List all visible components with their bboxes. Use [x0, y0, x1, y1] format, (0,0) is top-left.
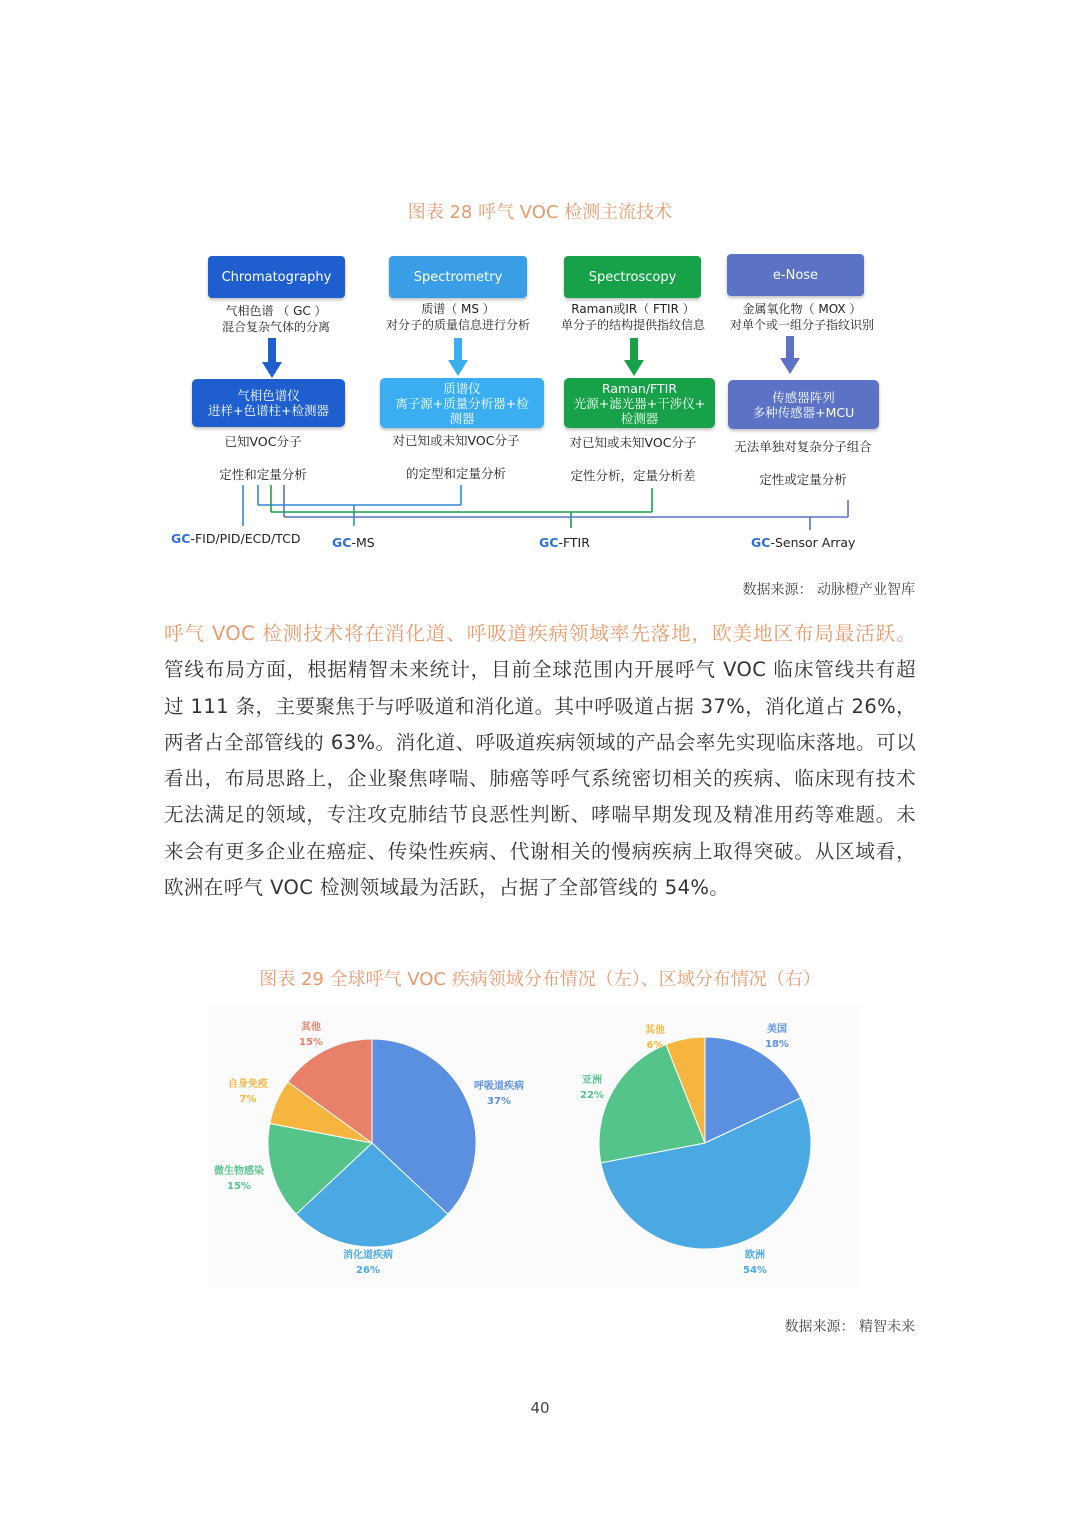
instrument-line: Raman/FTIR	[601, 380, 678, 396]
instrument-note: 对已知或未知VOC分子	[392, 433, 520, 448]
instrument-line: 传感器阵列	[772, 389, 835, 405]
tech-box-spectrometry: Spectrometry	[389, 256, 527, 298]
slice-pct: 15%	[299, 1037, 323, 1048]
instrument-line: 离子源+质量分析器+检	[395, 395, 529, 411]
instrument-line: 质谱仪	[443, 380, 481, 396]
instrument-line: 气相色谱仪	[237, 388, 300, 403]
slice-label: 呼吸道疾病	[474, 1081, 524, 1092]
tech-sub-line-2: 对分子的质量信息进行分析	[385, 318, 530, 332]
combo-prefix: GC	[171, 531, 191, 546]
pie-label-respiratory	[474, 1079, 524, 1109]
figure-28-title: 图表 28 呼气 VOC 检测主流技术	[407, 202, 673, 223]
tech-box-spectroscopy: Spectroscopy	[564, 256, 701, 298]
slice-pct: 18%	[765, 1039, 789, 1050]
combo-prefix: GC	[751, 535, 771, 550]
pie-label-digestive	[343, 1248, 393, 1278]
instrument-line: 多种传感器+MCU	[752, 404, 855, 420]
pie-label-other	[299, 1020, 323, 1050]
instrument-note: 定性和定量分析	[219, 467, 307, 482]
tech-sub-line-2: 混合复杂气体的分离	[221, 320, 330, 334]
tech-box-enose: e-Nose	[727, 254, 864, 296]
combo-suffix: -FID/PID/ECD/TCD	[190, 531, 301, 546]
slice-label: 自身免疫	[228, 1079, 268, 1090]
instrument-note: 已知VOC分子	[224, 434, 302, 449]
instrument-line: 光源+滤光器+干涉仪+	[573, 395, 706, 411]
combo-prefix: GC	[539, 535, 559, 550]
instrument-line: 检测器	[620, 410, 659, 426]
slice-label: 美国	[766, 1024, 787, 1035]
instrument-line: 测器	[449, 410, 475, 426]
instrument-note: 对已知或未知VOC分子	[569, 435, 697, 450]
tech-box-chromatography: Chromatography	[208, 256, 345, 298]
pie-label-other-region	[645, 1023, 665, 1053]
instrument-note: 无法单独对复杂分子组合	[734, 439, 872, 454]
slice-pct: 26%	[356, 1265, 380, 1276]
slice-label: 欧洲	[744, 1250, 765, 1261]
slice-pct: 22%	[580, 1090, 604, 1101]
instrument-note: 的定型和定量分析	[405, 466, 506, 481]
figure-29-title: 图表 29 全球呼气 VOC 疾病领域分布情况（左）、区域分布情况（右）	[259, 969, 821, 990]
slice-label: 微生物感染	[214, 1166, 264, 1177]
pie-label-autoimmune	[228, 1077, 268, 1107]
paragraph-highlight: 呼气 VOC 检测技术将在消化道、呼吸道疾病领域率先落地，欧美地区布局最活跃。	[164, 622, 916, 645]
figure-29-source: 数据来源： 精智未来	[784, 1319, 915, 1335]
tech-sub-line-1: Raman或IR（ FTIR ）	[571, 302, 695, 316]
instrument-note: 定性分析，定量分析差	[570, 468, 696, 483]
paragraph-body: 管线布局方面，根据精智未来统计，目前全球范围内开展呼气 VOC 临床管线共有超过 111 条，主要聚焦于与呼吸道和消化道。其中呼吸道占据 37%，消化道占 26%，两者占全部管线的 63%。消化道、呼吸道疾病领域的产品会率先实现临床落地。可以看出，布局思路上，企业聚焦哮喘、肺癌等呼气系统密切相关的疾病、临床现有技术无法满足的领域，专注攻克肺结节良恶性判断、哮喘早期发现及精准用药等难题。未来会有更多企业在癌症、传染性疾病、代谢相关的慢病疾病上取得突破。从区域看，欧洲在呼气 VOC 检测领域最为活跃，占据了全部管线的 54%。	[164, 658, 916, 900]
tech-sub-line-2: 单分子的结构提供指纹信息	[560, 318, 705, 332]
slice-pct: 37%	[487, 1096, 511, 1107]
slice-pct: 6%	[646, 1040, 664, 1051]
slice-pct: 7%	[239, 1094, 257, 1105]
figure-28-source: 数据来源： 动脉橙产业智库	[742, 582, 915, 598]
pie-label-microbial	[214, 1164, 264, 1194]
slice-label: 其他	[645, 1025, 665, 1036]
combo-suffix: -Sensor Array	[770, 535, 856, 550]
tech-sub-line-1: 气相色谱 （ GC ）	[225, 304, 327, 318]
slice-pct: 54%	[743, 1265, 767, 1276]
tech-sub-line-2: 对单个或一组分子指纹识别	[729, 318, 874, 332]
pie-label-asia	[580, 1073, 604, 1103]
slice-label: 亚洲	[581, 1075, 602, 1086]
instrument-note: 定性或定量分析	[759, 472, 847, 487]
slice-label: 消化道疾病	[343, 1250, 393, 1261]
tech-sub-line-1: 质谱（ MS ）	[421, 302, 495, 316]
pie-label-europe	[743, 1248, 767, 1278]
page-number: 40	[530, 1399, 550, 1417]
combo-suffix: -MS	[351, 535, 375, 550]
tech-sub-line-1: 金属氧化物（ MOX ）	[742, 302, 862, 316]
instrument-line: 进样+色谱柱+检测器	[208, 403, 329, 418]
pie-label-usa	[765, 1022, 789, 1052]
slice-label: 其他	[300, 1022, 321, 1033]
combo-suffix: -FTIR	[558, 535, 590, 550]
combo-prefix: GC	[332, 535, 352, 550]
slice-pct: 15%	[227, 1181, 251, 1192]
